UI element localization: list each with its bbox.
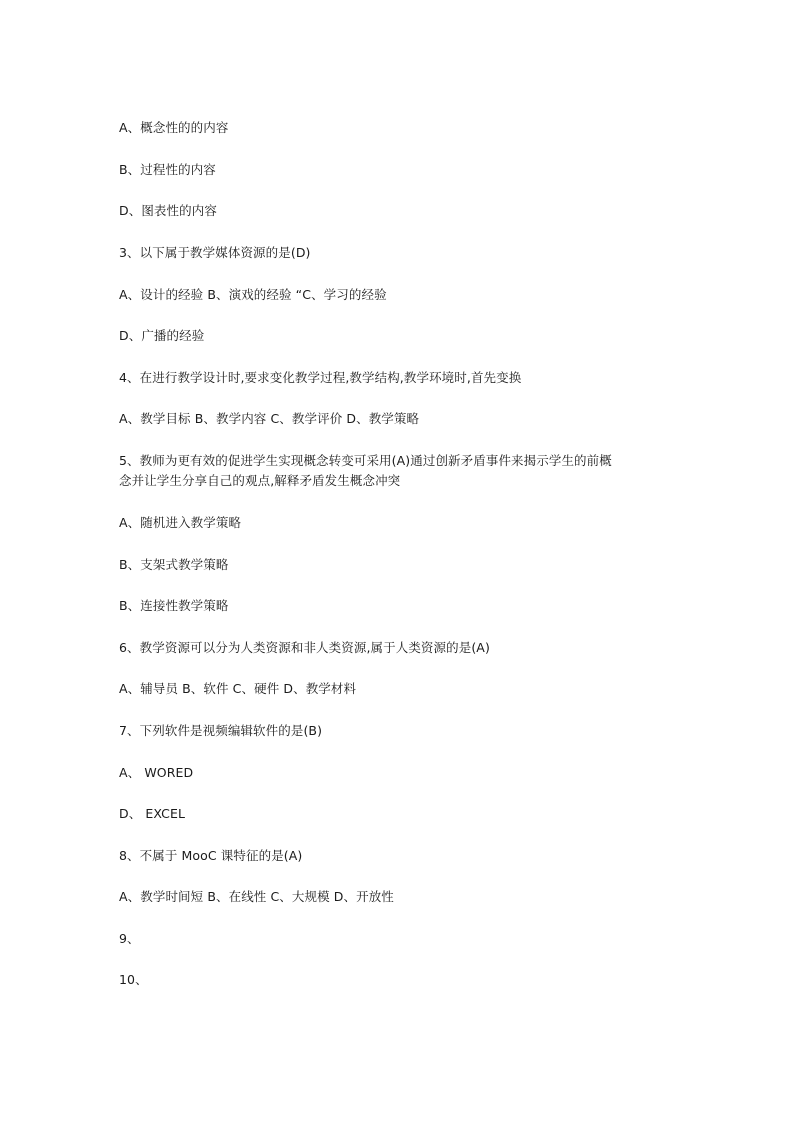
- question-3: 3、以下属于教学媒体资源的是(D): [119, 245, 311, 260]
- question-4-options: A、教学目标 B、教学内容 C、教学评价 D、教学策略: [119, 411, 420, 426]
- option-a-concept: A、概念性的的内容: [119, 120, 229, 135]
- question-8-options: A、教学时间短 B、在线性 C、大规模 D、开放性: [119, 889, 394, 904]
- option-d-chart: D、图表性的内容: [119, 203, 217, 218]
- question-5-option-b: B、支架式教学策略: [119, 557, 229, 572]
- question-8: 8、不属于 MooC 课特征的是(A): [119, 848, 303, 863]
- question-3-option-d: D、广播的经验: [119, 328, 205, 343]
- question-7: 7、下列软件是视频编辑软件的是(B): [119, 723, 323, 738]
- option-b-process: B、过程性的内容: [119, 162, 216, 177]
- question-5-option-b2: B、连接性教学策略: [119, 598, 229, 613]
- question-10: 10、: [119, 972, 148, 987]
- question-6: 6、教学资源可以分为人类资源和非人类资源,属于人类资源的是(A): [119, 640, 490, 655]
- question-5-line-2: 念并让学生分享自己的观点,解释矛盾发生概念冲突: [119, 473, 401, 488]
- question-5-line-1: 5、教师为更有效的促进学生实现概念转变可采用(A)通过创新矛盾事件来揭示学生的前概: [119, 453, 612, 468]
- question-6-options: A、辅导员 B、软件 C、硬件 D、教学材料: [119, 681, 357, 696]
- question-7-option-a: A、 WORED: [119, 765, 194, 780]
- question-7-option-d: D、 EXCEL: [119, 806, 186, 821]
- question-4: 4、在进行教学设计时,要求变化教学过程,教学结构,教学环境时,首先变换: [119, 370, 522, 385]
- question-3-options-abc: A、设计的经验 B、演戏的经验 “C、学习的经验: [119, 287, 387, 302]
- question-9: 9、: [119, 931, 140, 946]
- question-5-option-a: A、随机进入教学策略: [119, 515, 242, 530]
